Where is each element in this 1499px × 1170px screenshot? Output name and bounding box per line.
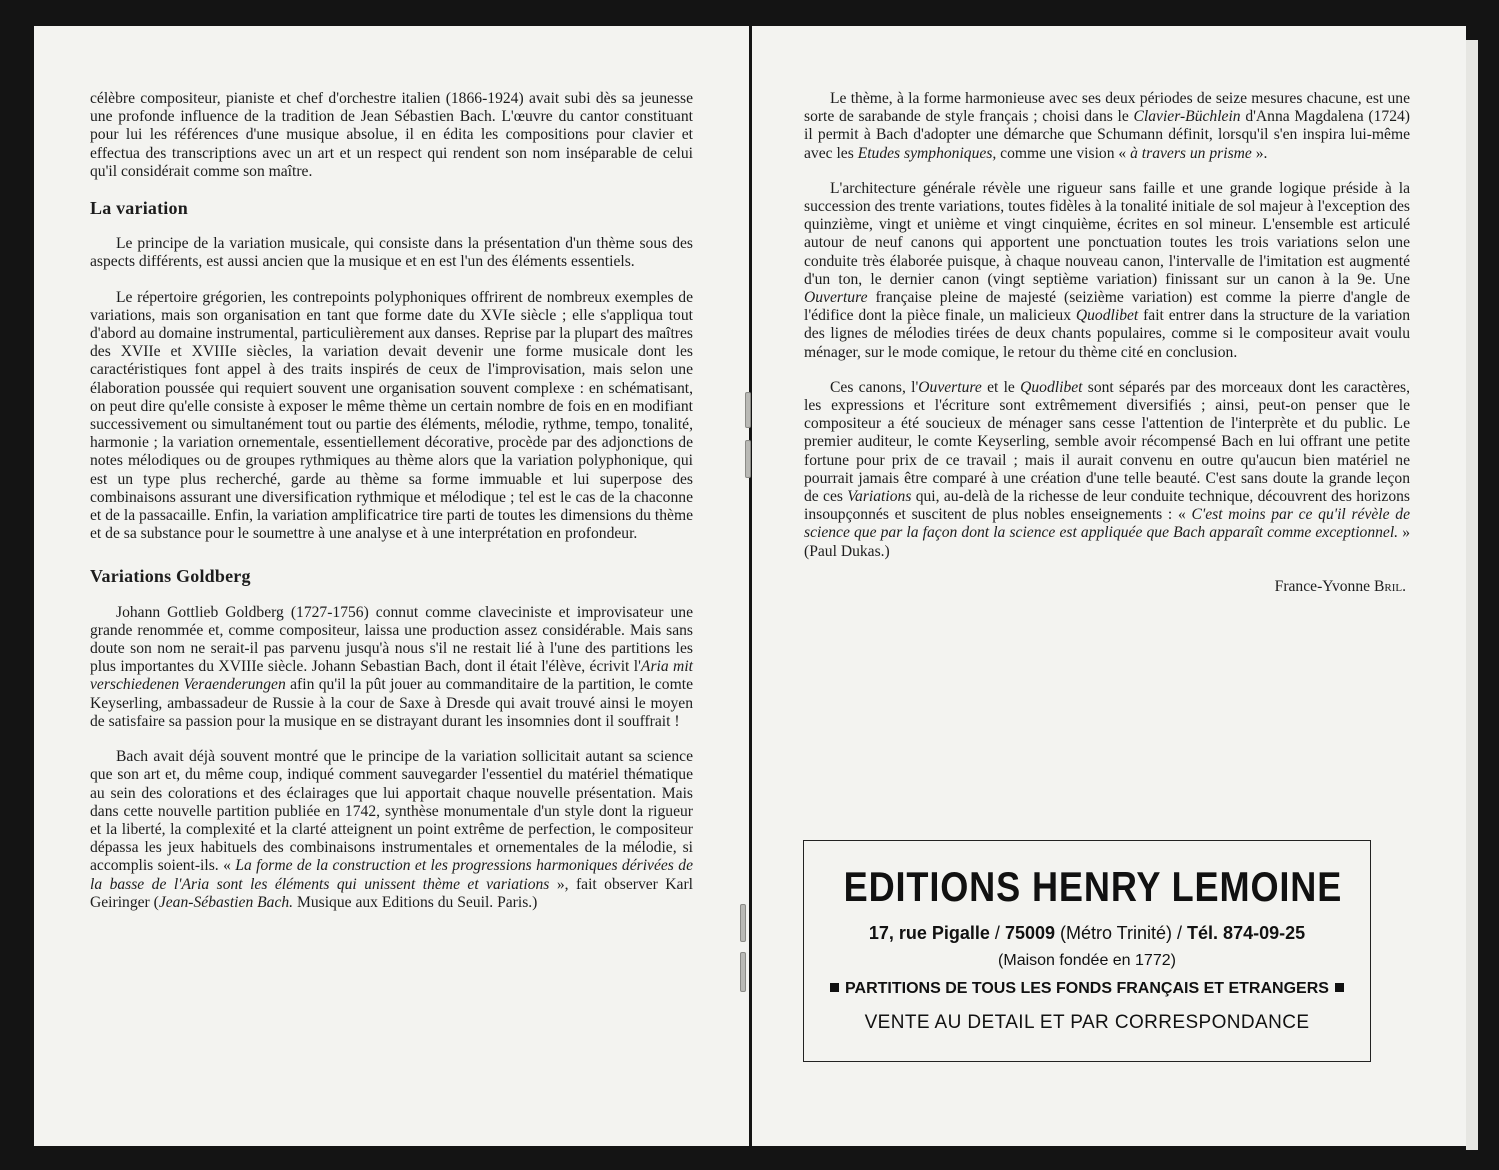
left-page [34,26,749,1146]
page-edge [1466,40,1478,1150]
right-page [752,26,1466,1146]
intro-paragraph: célèbre compositeur, pianiste et chef d'orchestre italien (1866-1924) avait subi dès sa jeunesse une profonde influence de la tradition de Jean Sébastien Bach. L'œuvre du cantor constituant pour lui les références d'une musique absolue, il en édita les compositions pour clavier et effectua des transcriptions avec un art et un respect qui rendent son nom inséparable de celui qu'il considérait comme son maître. [90,90,693,180]
section-heading-la-variation: La variation [90,198,188,219]
staple-icon [745,440,751,478]
bullet-square-icon [1335,983,1344,992]
paragraph-theme: Le thème, à la forme harmonieuse avec ses deux périodes de seize mesures chacune, est une sorte de sarabande de style français ; choisi dans le Clavier-Büchlein d'Anna Magdalena (1724) il permit à Bach d'adopter une démarche que Schumann définit, lorsqu'il s'en inspira lui-même avec les Etudes symphoniques, comme une vision « à travers un prisme ». [804,90,1410,162]
staple-icon [745,392,751,428]
staple-icon [740,904,746,942]
left-text-column [90,90,693,929]
author-signature: France-Yvonne Bril. [1274,577,1406,595]
advert-title: EDITIONS HENRY LEMOINE [843,863,1343,910]
bullet-square-icon [830,983,839,992]
advert-partitions: PARTITIONS DE TOUS LES FONDS FRANÇAIS ET ETRANGERS [804,980,1370,998]
right-text-column [804,90,1410,596]
advert-mail-order: VENTE AU DETAIL ET PAR CORRESPONDANCE [864,1012,1310,1033]
paragraph-bach-variation: Bach avait déjà souvent montré que le principe de la variation sollicitait autant sa science que son art et, du même coup, indiqué comment sauvegarder l'essentiel du matériel thématique au sein des colorations et des éclairages que lui apportait chaque nouvelle présentation. Mais dans cette nouvelle partition publiée en 1742, synthèse monumentale d'un style dont la rigueur et la liberté, la complexité et la clarté atteignent un point extrême de perfection, le compositeur dépassa les jeux habituels des combinaisons instrumentales et ornementales de la mélodie, si accomplis soient-ils. « La forme de la construction et les progressions harmoniques dérivées de la basse de l'Aria sont les éléments qui unissent thème et variations », fait observer Karl Geiringer (Jean-Sébastien Bach. Musique aux Editions du Seuil. Paris.) [90,748,694,911]
staple-icon [740,952,746,992]
publisher-advert [803,840,1371,1062]
paragraph-architecture: L'architecture générale révèle une rigueur sans faille et une grande logique préside à la succession des trente variations, toutes fidèles à la tonalité initiale de sol majeur à l'exception des quinzième, vingt et unième et vingt cinquième, écrites en sol mineur. L'ensemble est articulé autour de neuf canons qui apportent une ponctuation toutes les trois variations selon une conduite très élaborée puisque, à chaque nouveau canon, l'intervalle de l'imitation est augmenté d'un ton, le dernier canon (vingt septième variation) finissant sur un canon à la 9e. Une Ouverture française pleine de majesté (seizième variation) est comme la pierre d'angle de l'édifice dont la pièce finale, un malicieux Quodlibet fait entrer dans la structure de la variation des lignes de mélodies tirées de deux chants populaires, comme si le compositeur avait voulu ménager, sur le mode comique, le retour du thème cité en conclusion. [804,179,1410,361]
advert-address: 17, rue Pigalle / 75009 (Métro Trinité) / Tél. 874-09-25 [868,923,1306,943]
advert-founded: (Maison fondée en 1772) [998,952,1176,969]
paragraph-variation-history: Le répertoire grégorien, les contrepoints polyphoniques offrirent de nombreux exemples de variations, mais son organisation en tant que forme date du XVIe siècle ; elle s'appliqua tout d'abord au domaine instrumental, particulièrement aux danses. Reprise par la plupart des maîtres des XVIIe et XVIIIe siècles, la variation devait devenir une forme musicale dont les caractéristiques font appel à des traits inspirés de ceux de l'improvisation, mais selon une élaboration poussée qui requiert souvent une organisation souvent complexe : en schématisant, on peut dire qu'elle consiste à exposer le même thème un certain nombre de fois en en modifiant successivement ou simultanément tout ou partie des éléments, mélodie, rythme, tempo, tonalité, harmonie ; la variation ornementale, essentiellement décorative, procède par des adjonctions de notes mélodiques ou de groupes rythmiques au thème alors que la variation polyphonique, qui est un type plus recherché, garde au thème sa forme immuable et lui superpose des combinaisons assurant une diversification rythmique et mélodique ; tel est le cas de la chaconne et de la passacaille. Enfin, la variation amplificatrice tire parti de toutes les dimensions du thème et de sa substance pour le soumettre à une analyse et à une interprétation en profondeur. [90,288,693,543]
section-heading-goldberg: Variations Goldberg [90,566,251,587]
paragraph-goldberg-bio: Johann Gottlieb Goldberg (1727-1756) connut comme claveciniste et improvisateur une grande renommée et, comme compositeur, laissa une production assez considérable. Mais sans doute son nom ne serait-il pas parvenu jusqu'à nous s'il ne restait lié à l'une des partitions les plus importantes du XVIIIe siècle. Johann Sebastian Bach, dont il était l'élève, écrivit l'Aria mit verschiedenen Veraenderungen afin qu'il la pût jouer au commanditaire de la partition, le comte Keyserling, ambassadeur de Russie à la cour de Saxe à Dresde qui avait trouvé ainsi le moyen de satisfaire sa passion pour la musique en se distrayant durant les insomnies dont il souffrait ! [90,603,693,730]
paragraph-variation-principle: Le principe de la variation musicale, qui consiste dans la présentation d'un thème sous des aspects différents, est aussi ancien que la musique et en est l'un des éléments essentiels. [90,235,693,271]
paragraph-canons: Ces canons, l'Ouverture et le Quodlibet sont séparés par des morceaux dont les caractères, les expressions et l'écriture sont extrêmement diversifiés ; ainsi, peut-on penser que le compositeur a été soucieux de ménager sans cesse l'attention de l'interprète et du public. Le premier auditeur, le comte Keyserling, semble avoir récompensé Bach en lui offrant une petite fortune pour prix de ce travail ; mais il aurait convenu en outre qu'aucun bien matériel ne pourrait jamais être comparé à une création d'une telle beauté. C'est sans doute la grande leçon de ces Variations qui, au-delà de la richesse de leur conduite technique, découvrent des horizons insoupçonnés et suscitent de plus nobles enseignements : « C'est moins par ce qu'il révèle de science que par la façon dont la science est appliquée que Bach apparaît comme exceptionnel. » (Paul Dukas.) [804,378,1410,560]
